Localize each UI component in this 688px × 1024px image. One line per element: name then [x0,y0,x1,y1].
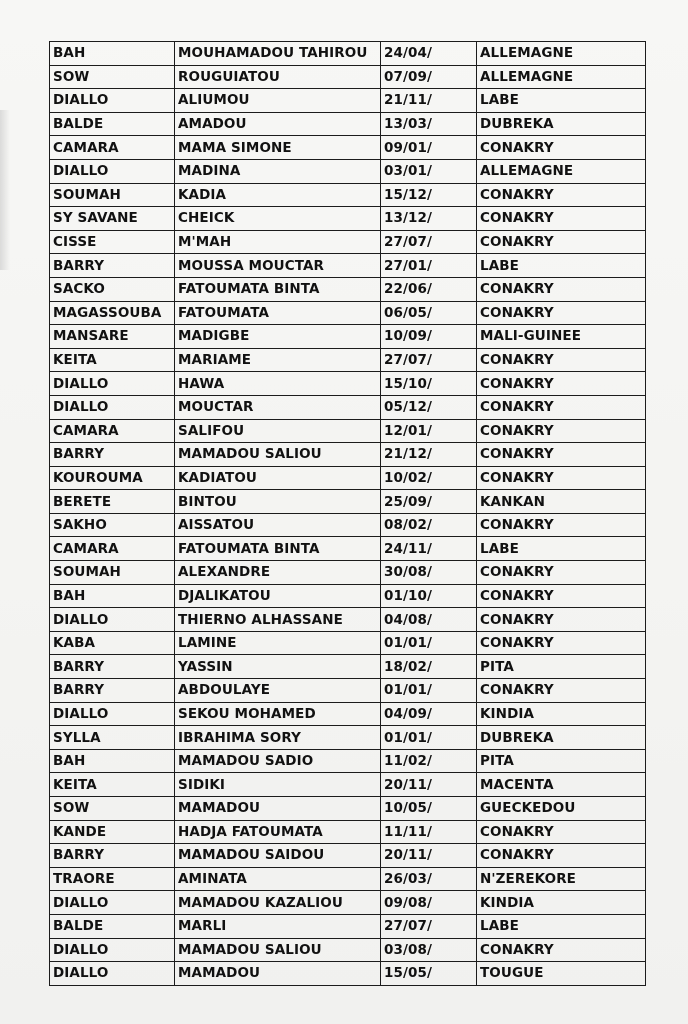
first-name-cell: CHEICK [175,207,381,231]
table-row [50,207,646,231]
date-cell: 24/11/ [381,537,477,561]
date-cell: 13/03/ [381,112,477,136]
first-name-cell: MAMADOU KAZALIOU [175,891,381,915]
last-name-cell: SYLLA [50,726,175,750]
table-row [50,797,646,821]
date-cell: 01/01/ [381,679,477,703]
table-row [50,183,646,207]
place-cell: KINDIA [477,702,646,726]
last-name-cell: BARRY [50,254,175,278]
table-row [50,537,646,561]
table-row [50,608,646,632]
table-row [50,112,646,136]
table-row [50,395,646,419]
place-cell: CONAKRY [477,679,646,703]
first-name-cell: MOUCTAR [175,395,381,419]
place-cell: CONAKRY [477,301,646,325]
last-name-cell: TRAORE [50,867,175,891]
place-cell: CONAKRY [477,207,646,231]
first-name-cell: KADIA [175,183,381,207]
place-cell: DUBREKA [477,726,646,750]
date-cell: 27/01/ [381,254,477,278]
first-name-cell: MADINA [175,159,381,183]
table-row [50,89,646,113]
place-cell: LABE [477,537,646,561]
table-row [50,726,646,750]
place-cell: CONAKRY [477,277,646,301]
last-name-cell: DIALLO [50,372,175,396]
table-row [50,914,646,938]
table-row [50,42,646,66]
first-name-cell: MARLI [175,914,381,938]
date-cell: 09/01/ [381,136,477,160]
table-row [50,277,646,301]
first-name-cell: SEKOU MOHAMED [175,702,381,726]
first-name-cell: IBRAHIMA SORY [175,726,381,750]
place-cell: ALLEMAGNE [477,159,646,183]
date-cell: 30/08/ [381,561,477,585]
place-cell: ALLEMAGNE [477,42,646,66]
first-name-cell: MOUSSA MOUCTAR [175,254,381,278]
first-name-cell: FATOUMATA BINTA [175,277,381,301]
table-row [50,867,646,891]
place-cell: CONAKRY [477,513,646,537]
table-row [50,325,646,349]
table-row [50,466,646,490]
date-cell: 12/01/ [381,419,477,443]
date-cell: 01/01/ [381,631,477,655]
last-name-cell: BARRY [50,443,175,467]
table-row [50,631,646,655]
first-name-cell: KADIATOU [175,466,381,490]
first-name-cell: MAMADOU SADIO [175,749,381,773]
last-name-cell: SOW [50,65,175,89]
table-row [50,891,646,915]
table-row [50,844,646,868]
roster-table-body [50,42,646,986]
date-cell: 01/01/ [381,726,477,750]
first-name-cell: M'MAH [175,230,381,254]
date-cell: 21/11/ [381,89,477,113]
last-name-cell: BARRY [50,844,175,868]
date-cell: 20/11/ [381,773,477,797]
date-cell: 27/07/ [381,914,477,938]
date-cell: 25/09/ [381,490,477,514]
first-name-cell: MAMADOU SALIOU [175,443,381,467]
last-name-cell: DIALLO [50,938,175,962]
date-cell: 24/04/ [381,42,477,66]
first-name-cell: LAMINE [175,631,381,655]
first-name-cell: AMADOU [175,112,381,136]
date-cell: 15/05/ [381,962,477,986]
last-name-cell: CAMARA [50,537,175,561]
last-name-cell: SOUMAH [50,183,175,207]
place-cell: PITA [477,655,646,679]
table-row [50,584,646,608]
first-name-cell: FATOUMATA [175,301,381,325]
place-cell: KANKAN [477,490,646,514]
last-name-cell: BARRY [50,655,175,679]
first-name-cell: SALIFOU [175,419,381,443]
last-name-cell: KEITA [50,773,175,797]
last-name-cell: BALDE [50,112,175,136]
place-cell: TOUGUE [477,962,646,986]
last-name-cell: DIALLO [50,702,175,726]
date-cell: 08/02/ [381,513,477,537]
date-cell: 04/08/ [381,608,477,632]
place-cell: CONAKRY [477,136,646,160]
first-name-cell: MAMADOU SALIOU [175,938,381,962]
last-name-cell: CAMARA [50,136,175,160]
table-row [50,65,646,89]
place-cell: CONAKRY [477,631,646,655]
table-row [50,962,646,986]
date-cell: 27/07/ [381,348,477,372]
place-cell: KINDIA [477,891,646,915]
table-row [50,938,646,962]
first-name-cell: MAMADOU [175,962,381,986]
date-cell: 10/02/ [381,466,477,490]
place-cell: CONAKRY [477,584,646,608]
place-cell: CONAKRY [477,938,646,962]
table-row [50,749,646,773]
place-cell: CONAKRY [477,372,646,396]
first-name-cell: ALIUMOU [175,89,381,113]
table-row [50,230,646,254]
date-cell: 11/11/ [381,820,477,844]
last-name-cell: DIALLO [50,395,175,419]
table-row [50,372,646,396]
date-cell: 10/05/ [381,797,477,821]
first-name-cell: MAMA SIMONE [175,136,381,160]
first-name-cell: MAMADOU [175,797,381,821]
place-cell: LABE [477,89,646,113]
table-row [50,490,646,514]
last-name-cell: KOUROUMA [50,466,175,490]
place-cell: CONAKRY [477,561,646,585]
first-name-cell: FATOUMATA BINTA [175,537,381,561]
last-name-cell: DIALLO [50,962,175,986]
date-cell: 21/12/ [381,443,477,467]
place-cell: N'ZEREKORE [477,867,646,891]
last-name-cell: KABA [50,631,175,655]
first-name-cell: HAWA [175,372,381,396]
last-name-cell: CAMARA [50,419,175,443]
table-row [50,301,646,325]
table-row [50,820,646,844]
date-cell: 11/02/ [381,749,477,773]
table-row [50,348,646,372]
place-cell: CONAKRY [477,466,646,490]
date-cell: 07/09/ [381,65,477,89]
first-name-cell: ALEXANDRE [175,561,381,585]
place-cell: CONAKRY [477,844,646,868]
first-name-cell: MOUHAMADOU TAHIROU [175,42,381,66]
table-row [50,443,646,467]
last-name-cell: KEITA [50,348,175,372]
date-cell: 20/11/ [381,844,477,868]
last-name-cell: SOUMAH [50,561,175,585]
table-row [50,702,646,726]
table-row [50,254,646,278]
last-name-cell: MAGASSOUBA [50,301,175,325]
last-name-cell: DIALLO [50,159,175,183]
date-cell: 10/09/ [381,325,477,349]
table-row [50,679,646,703]
last-name-cell: SOW [50,797,175,821]
last-name-cell: BAH [50,749,175,773]
date-cell: 18/02/ [381,655,477,679]
place-cell: CONAKRY [477,395,646,419]
place-cell: CONAKRY [477,230,646,254]
first-name-cell: MADIGBE [175,325,381,349]
last-name-cell: MANSARE [50,325,175,349]
table-row [50,159,646,183]
first-name-cell: MARIAME [175,348,381,372]
place-cell: DUBREKA [477,112,646,136]
place-cell: MALI-GUINEE [477,325,646,349]
table-row [50,561,646,585]
date-cell: 05/12/ [381,395,477,419]
place-cell: CONAKRY [477,608,646,632]
date-cell: 26/03/ [381,867,477,891]
first-name-cell: DJALIKATOU [175,584,381,608]
date-cell: 22/06/ [381,277,477,301]
date-cell: 27/07/ [381,230,477,254]
date-cell: 01/10/ [381,584,477,608]
place-cell: PITA [477,749,646,773]
date-cell: 03/01/ [381,159,477,183]
last-name-cell: DIALLO [50,608,175,632]
date-cell: 15/10/ [381,372,477,396]
place-cell: CONAKRY [477,443,646,467]
first-name-cell: MAMADOU SAIDOU [175,844,381,868]
place-cell: CONAKRY [477,820,646,844]
place-cell: ALLEMAGNE [477,65,646,89]
last-name-cell: DIALLO [50,89,175,113]
last-name-cell: BALDE [50,914,175,938]
table-row [50,773,646,797]
first-name-cell: AISSATOU [175,513,381,537]
date-cell: 09/08/ [381,891,477,915]
last-name-cell: DIALLO [50,891,175,915]
last-name-cell: CISSE [50,230,175,254]
place-cell: MACENTA [477,773,646,797]
last-name-cell: BERETE [50,490,175,514]
first-name-cell: BINTOU [175,490,381,514]
place-cell: CONAKRY [477,183,646,207]
place-cell: GUECKEDOU [477,797,646,821]
first-name-cell: ABDOULAYE [175,679,381,703]
date-cell: 15/12/ [381,183,477,207]
table-row [50,655,646,679]
page-edge-shadow [0,110,10,270]
last-name-cell: BAH [50,584,175,608]
first-name-cell: YASSIN [175,655,381,679]
first-name-cell: AMINATA [175,867,381,891]
table-row [50,419,646,443]
first-name-cell: SIDIKI [175,773,381,797]
date-cell: 13/12/ [381,207,477,231]
roster-table [49,41,646,986]
table-row [50,136,646,160]
date-cell: 04/09/ [381,702,477,726]
place-cell: CONAKRY [477,348,646,372]
place-cell: CONAKRY [477,419,646,443]
last-name-cell: BAH [50,42,175,66]
last-name-cell: SACKO [50,277,175,301]
date-cell: 06/05/ [381,301,477,325]
last-name-cell: SAKHO [50,513,175,537]
place-cell: LABE [477,254,646,278]
last-name-cell: KANDE [50,820,175,844]
first-name-cell: THIERNO ALHASSANE [175,608,381,632]
first-name-cell: ROUGUIATOU [175,65,381,89]
date-cell: 03/08/ [381,938,477,962]
last-name-cell: SY SAVANE [50,207,175,231]
last-name-cell: BARRY [50,679,175,703]
place-cell: LABE [477,914,646,938]
table-row [50,513,646,537]
first-name-cell: HADJA FATOUMATA [175,820,381,844]
